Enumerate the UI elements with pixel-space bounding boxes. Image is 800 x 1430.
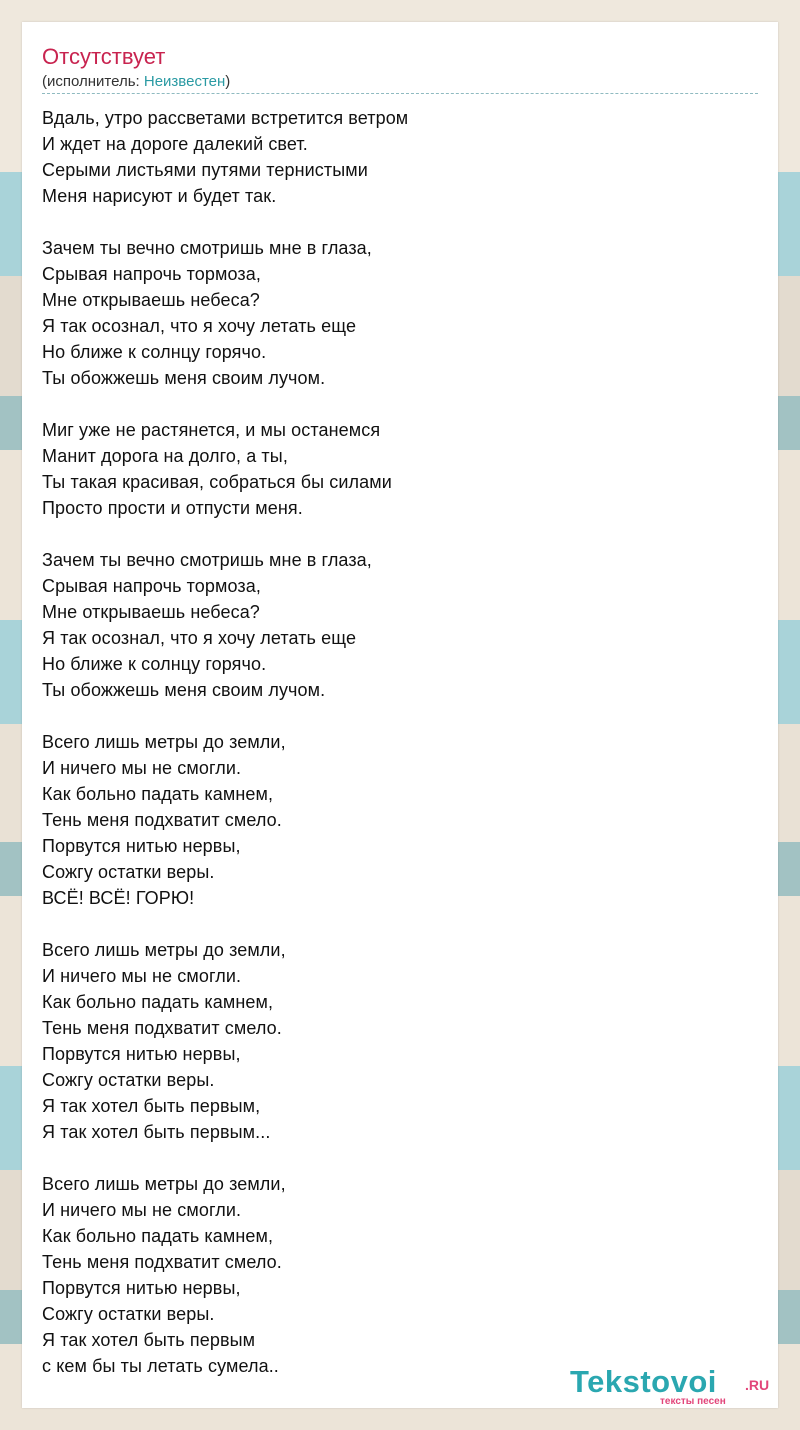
- stanza-gap: [42, 911, 742, 937]
- lyric-line: И ничего мы не смогли.: [42, 966, 242, 986]
- lyric-line: Порвутся нитью нервы,: [42, 836, 241, 856]
- lyric-line: Я так осознал, что я хочу летать еще: [42, 628, 357, 648]
- lyric-line: Ты такая красивая, собраться бы силами: [42, 472, 392, 492]
- lyric-line: Ты обожжешь меня своим лучом.: [42, 680, 326, 700]
- lyric-line: Всего лишь метры до земли,: [42, 1174, 286, 1194]
- lyric-line: Вдаль, утро рассветами встретится ветром: [42, 108, 409, 128]
- lyric-line: Ты обожжешь меня своим лучом.: [42, 368, 326, 388]
- lyrics-card: [22, 22, 778, 1408]
- lyric-line: И ничего мы не смогли.: [42, 1200, 242, 1220]
- lyric-line: Всего лишь метры до земли,: [42, 732, 286, 752]
- lyric-line: Как больно падать камнем,: [42, 1226, 274, 1246]
- stanza-gap: [42, 703, 742, 729]
- lyric-line: Мне открываешь небеса?: [42, 290, 260, 310]
- lyric-line: с кем бы ты летать сумела..: [42, 1356, 279, 1376]
- logo-domain: .RU: [745, 1377, 770, 1393]
- lyric-line: Я так хотел быть первым,: [42, 1096, 261, 1116]
- lyric-line: Порвутся нитью нервы,: [42, 1044, 241, 1064]
- lyric-line: Тень меня подхватит смело.: [42, 1252, 282, 1272]
- lyric-line: Я так хотел быть первым...: [42, 1122, 271, 1142]
- lyric-line: Но ближе к солнцу горячо.: [42, 342, 267, 362]
- lyric-line: ВСЁ! ВСЁ! ГОРЮ!: [42, 888, 195, 908]
- lyric-line: Срывая напрочь тормоза,: [42, 576, 261, 596]
- lyric-line: И ничего мы не смогли.: [42, 758, 242, 778]
- logo-wordmark: Tekstovoi: [570, 1364, 717, 1399]
- lyric-line: Как больно падать камнем,: [42, 992, 274, 1012]
- lyric-line: Зачем ты вечно смотришь мне в глаза,: [42, 550, 372, 570]
- stanza-gap: [42, 391, 742, 417]
- stanza-gap: [42, 1145, 742, 1171]
- lyric-line: Сожгу остатки веры.: [42, 1070, 215, 1090]
- lyric-line: Как больно падать камнем,: [42, 784, 274, 804]
- stanza-gap: [42, 209, 742, 235]
- lyric-line: Тень меня подхватит смело.: [42, 1018, 282, 1038]
- lyric-line: Я так хотел быть первым: [42, 1330, 256, 1350]
- lyric-line: Серыми листьями путями тернистыми: [42, 160, 368, 180]
- lyric-line: Я так осознал, что я хочу летать еще: [42, 316, 357, 336]
- lyric-line: Просто прости и отпусти меня.: [42, 498, 303, 518]
- lyric-line: Манит дорога на долго, а ты,: [42, 446, 288, 466]
- lyric-line: Сожгу остатки веры.: [42, 862, 215, 882]
- lyric-line: Мне открываешь небеса?: [42, 602, 260, 622]
- lyric-line: Срывая напрочь тормоза,: [42, 264, 261, 284]
- song-title: Отсутствует: [42, 44, 166, 69]
- lyric-line: Всего лишь метры до земли,: [42, 940, 286, 960]
- lyric-line: Но ближе к солнцу горячо.: [42, 654, 267, 674]
- lyric-line: Сожгу остатки веры.: [42, 1304, 215, 1324]
- site-logo[interactable]: [570, 1365, 780, 1410]
- lyric-line: Меня нарисуют и будет так.: [42, 186, 277, 206]
- artist-prefix: (исполнитель:: [42, 73, 144, 90]
- title-divider: [42, 93, 758, 94]
- artist-line: [42, 73, 230, 91]
- stanza-gap: [42, 521, 742, 547]
- lyric-line: Миг уже не растянется, и мы останемся: [42, 420, 381, 440]
- lyric-line: Порвутся нитью нервы,: [42, 1278, 241, 1298]
- logo-tagline: тексты песен: [660, 1396, 726, 1407]
- lyrics-text: [42, 105, 742, 1379]
- lyric-line: И ждет на дороге далекий свет.: [42, 134, 308, 154]
- artist-suffix: ): [225, 73, 231, 90]
- lyric-line: Зачем ты вечно смотришь мне в глаза,: [42, 238, 372, 258]
- artist-link[interactable]: Неизвестен: [143, 73, 226, 90]
- lyric-line: Тень меня подхватит смело.: [42, 810, 282, 830]
